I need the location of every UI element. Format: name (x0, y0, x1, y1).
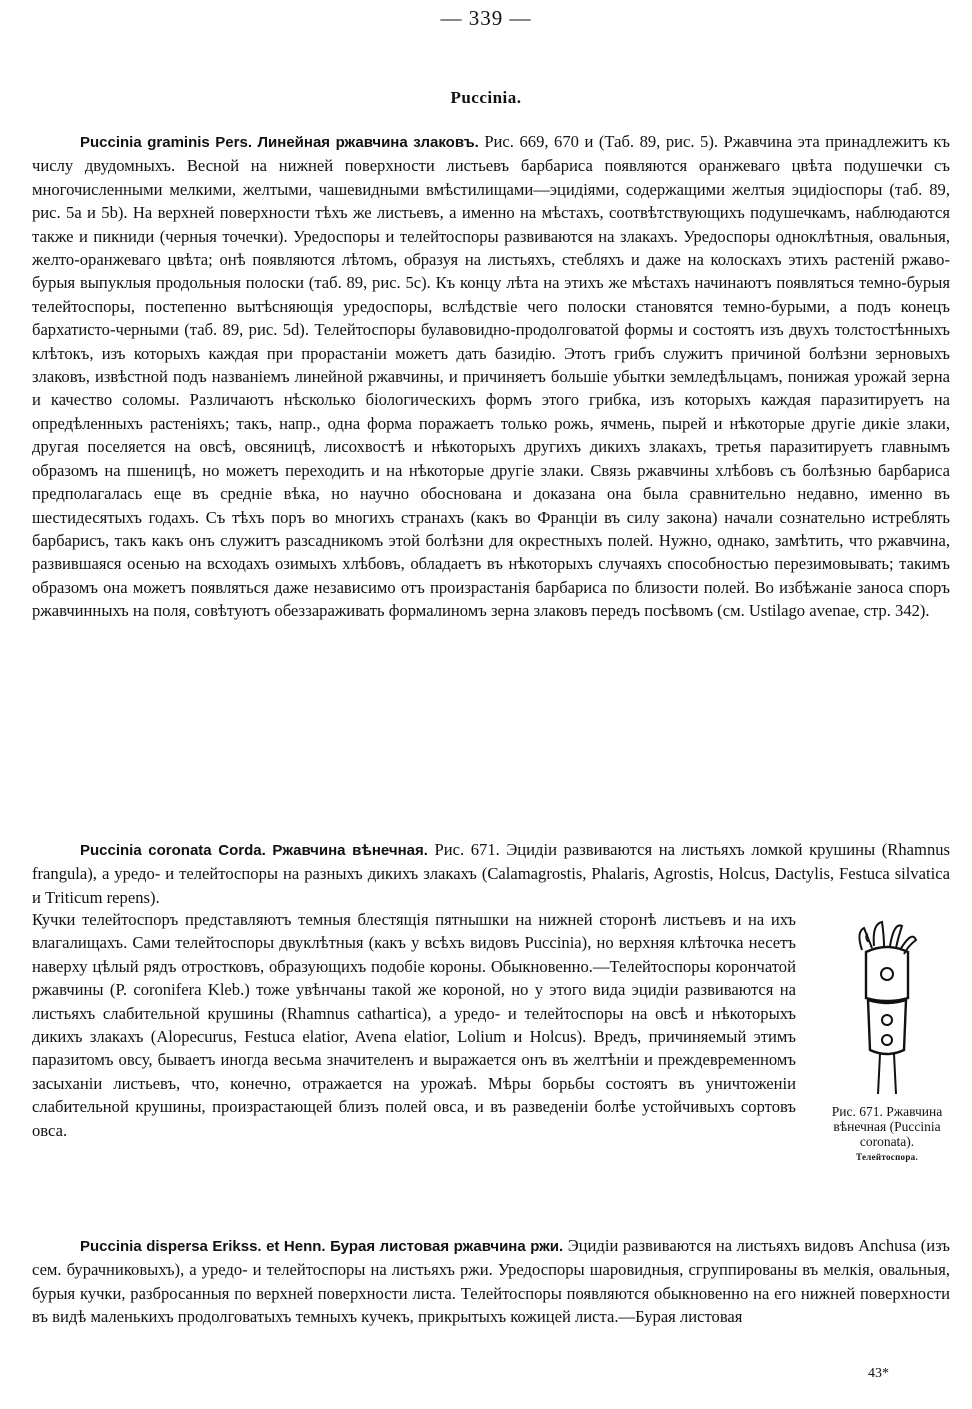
paragraph-puccinia-coronata-intro (32, 838, 950, 909)
sheet-signature-mark: 43* (868, 1366, 889, 1381)
paragraph-text: Эцидіи развиваются на листьяхъ видовъ Anchusa (изъ сем. бурачниковыхъ), а уредо- и телейтоспоры на листьяхъ ржи. Уредоспоры шаровидныя, сгруппированы въ мелкія, овальныя, бурыя кучки, разбросанныя по верхней поверхности листа. Телейтоспоры появляются обыкновенно на его нижней поверхности въ видѣ маленькихъ продолговатыхъ темныхъ кучекъ, прикрытыхъ кожицей листа.—Бурая листовая (32, 1236, 951, 1327)
figure-subcaption: Телейтоспора. (855, 1152, 919, 1162)
page-number: — 339 — (440, 6, 532, 30)
species-heading-dispersa: Puccinia dispersa Erikss. et Henn. Бурая листовая ржавчина ржи. (80, 1238, 564, 1255)
figure-caption: Рис. 671. Ржавчина вѣнечная (Puccinia coronata). (831, 1104, 943, 1149)
paragraph-puccinia-coronata-body: Кучки телейтоспоръ представляютъ темныя блестящія пятнышки на нижней сторонѣ листьевъ и на ихъ влагалищахъ. Сами телейтоспоры двуклѣтныя (какъ у всѣхъ видовъ Puccinia), но верхняя клѣточка несетъ наверху цѣлый рядъ отростковъ, образующихъ подобіе короны. Обыкновенно.—Телейтоспоры корончатой ржавчины (P. coronifera Kleb.) тоже увѣнчаны такой же короной, но у этого вида эцидіи развиваются на листьяхъ слабительной крушины (Rhamnus cathartica), а уредо- и телейтоспоры на овсѣ и нѣкоторыхъ дикихъ злакахъ (Alopecurus, Festuca elatior, Avena elatior, Lolium и Holcus). Вредъ, причиняемый этимъ паразитомъ овсу, бываетъ иногда весьма значителенъ и выражается онъ въ желтѣніи и преждевременномъ засыханіи листьевъ, что, конечно, отражается на урожаѣ. Мѣры борьбы состоятъ въ уничтоженіи слабительной крушины, произрастающей близъ полей овса, и въ разведеніи болѣе устойчивыхъ сортовъ овса. (32, 910, 796, 1140)
species-heading-graminis: Puccinia graminis Pers. Линейная ржавчина злаковъ. (80, 134, 479, 151)
paragraph-puccinia-graminis (32, 130, 950, 623)
paragraph-puccinia-dispersa (32, 1234, 950, 1329)
species-heading-coronata: Puccinia coronata Corda. Ржавчина вѣнечная. (80, 842, 428, 859)
paragraph-text: Рис. 671. Эцидіи развиваются на листьяхъ ломкой крушины (Rhamnus frangula), а уредо- и телейтоспоры на разныхъ дикихъ злакахъ (Calamagrostis, Phalaris, Agrostis, Holcus, Dactylis, Festuca silvatica и Triticum repens). (32, 840, 950, 907)
teleutospore-drawing-icon (842, 918, 932, 1098)
figure-671 (812, 918, 962, 1162)
section-title: Puccinia. (450, 88, 522, 107)
paragraph-text: Рис. 669, 670 и (Таб. 89, рис. 5). Ржавчина эта принадлежитъ къ числу двудомныхъ. Весной на нижней поверхности листьевъ барбариса появляются оранжеваго цвѣта подушечки съ многочисленными мелкими, желтыми, чашевидными вмѣстилищами—эцидіями, содержащими желтыя эцидіоспоры (таб. 89, рис. 5а и 5b). На верхней поверхности тѣхъ же листьевъ, а именно на мѣстахъ, соотвѣтствующихъ подушечкамъ, наблюдаются также и пикниди (черныя точечки). Уредоспоры и телейтоспоры развиваются на злакахъ. Уредоспоры одноклѣтныя, овальныя, желто-оранжеваго цвѣта; онѣ появляются лѣтомъ, образуя на листьяхъ, стебляхъ и даже на колоскахъ этихъ растеній ржаво-бурыя выпуклыя продольныя полоски (таб. 89, рис. 5с). Къ концу лѣта на этихъ же мѣстахъ начинаютъ появляться темно-бурыя телейтоспоры, постепенно вытѣсняющія уредоспоры, вслѣдствіе чего полоски становятся темно-бурыми, а подъ конецъ бархатисто-черными (таб. 89, рис. 5d). Телейтоспоры булавовидно-продолговатой формы и состоятъ изъ двухъ толстостѣнныхъ клѣтокъ, изъ которыхъ каждая при прорастаніи можетъ дать базидію. Этотъ грибъ служитъ причиной болѣзни зерновыхъ злаковъ, извѣстной подъ названіемъ линейной ржавчины, и причиняетъ большіе убытки земледѣльцамъ, понижая урожай зерна и качество соломы. Различаютъ нѣсколько біологическихъ формъ этого грибка, изъ которыхъ каждая паразитируетъ на опредѣленныхъ растеніяхъ; такъ, напр., одна форма поражаетъ только рожь, ячмень, пырей и нѣкоторые другіе дикіе злаки, другая поселяется на овсѣ, овсяницѣ, лисохвостѣ и нѣкоторыхъ другихъ дикихъ злакахъ, третья паразитируетъ главнымъ образомъ на пшеницѣ, но можетъ переходить и на нѣкоторые другіе злаки. Связь ржавчины хлѣбовъ съ болѣзнью барбариса предполагалась еще въ средніе вѣка, но научно обоснована и доказана она была сравнительно недавно, именно въ шестидесятыхъ годахъ. Съ тѣхъ поръ во многихъ странахъ (какъ во Франціи въ силу закона) начали сознательно истреблять барбарисъ, такъ какъ онъ служитъ разсадникомъ этой болѣзни для окрестныхъ полей. Нужно, однако, замѣтить, что ржавчина, развившаяся осенью на всходахъ озимыхъ хлѣбовъ, обладаетъ въ нѣкоторыхъ случаяхъ способностью перезимовывать; такимъ образомъ она можетъ появляться даже независимо отъ произрастанія барбариса по близости полей. Во избѣжаніе заноса споръ ржавчинныхъ на поля, совѣтуютъ обеззараживать формалиномъ зерна злаковъ передъ посѣвомъ (см. Ustilago avenae, стр. 342). (32, 132, 950, 621)
